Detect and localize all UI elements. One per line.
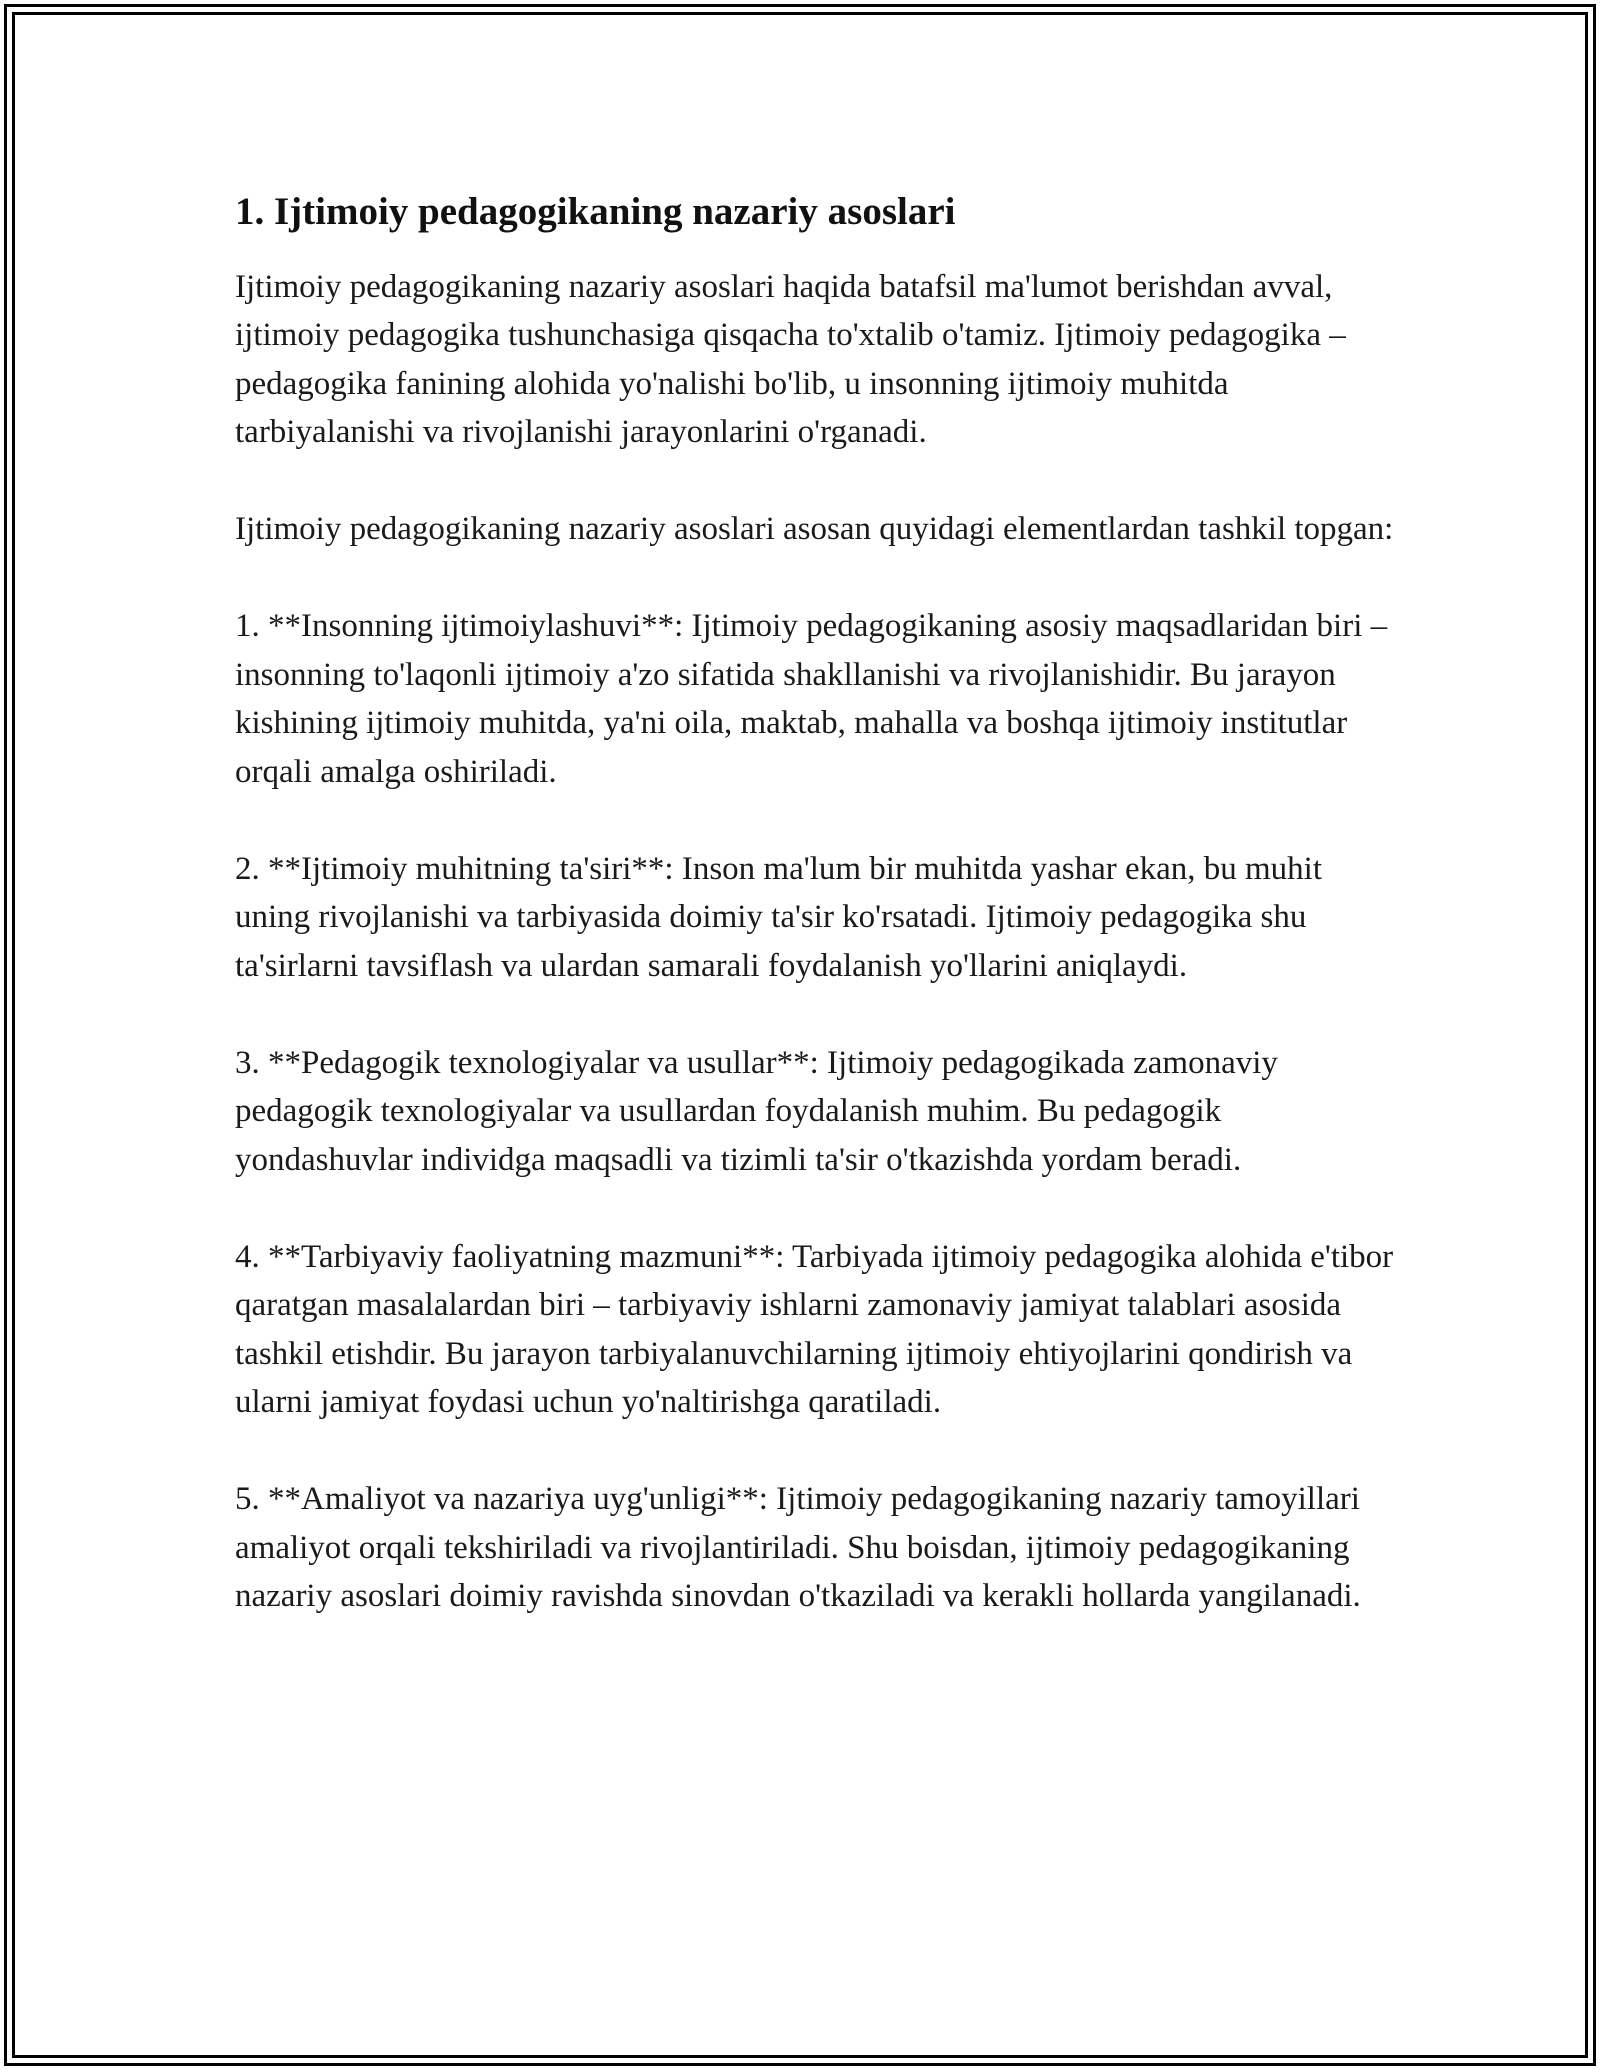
intro-paragraph: Ijtimoiy pedagogikaning nazariy asoslari haqida batafsil ma'lumot berishdan avval, ijtimoiy pedagogika tushunchasiga qisqacha to'xtalib o'tamiz. Ijtimoiy pedagogika – pedagogika fanining alohida yo'nalishi bo'lib, u insonning ijtimoiy muhitda tarbiyalanishi va rivojlanishi jarayonlarini o'rganadi. [235,268,1346,451]
section-heading: 1. Ijtimoiy pedagogikaning nazariy asoslari [235,190,956,233]
list-item-4: 4. **Tarbiyaviy faoliyatning mazmuni**: Tarbiyada ijtimoiy pedagogika alohida e'tibor qaratgan masalalardan biri – tarbiyaviy ishlarni zamonaviy jamiyat talablari asosida tashkil etishdir. Bu jarayon tarbiyalanuvchilarning ijtimoiy ehtiyojlarini qondirish va ularni jamiyat foydasi uchun yo'naltirishga qaratiladi. [235,1238,1394,1421]
list-item-1: 1. **Insonning ijtimoiylashuvi**: Ijtimoiy pedagogikaning asosiy maqsadlaridan biri – insonning to'laqonli ijtimoiy a'zo sifatida shakllanishi va rivojlanishidir. Bu jarayon kishining ijtimoiy muhitda, ya'ni oila, maktab, mahalla va boshqa ijtimoiy institutlar orqali amalga oshiriladi. [235,608,1388,790]
list-item-5: 5. **Amaliyot va nazariya uyg'unligi**: Ijtimoiy pedagogikaning nazariy tamoyillari amaliyot orqali tekshiriladi va rivojlantiriladi. Shu boisdan, ijtimoiy pedagogikaning nazariy asoslari doimiy ravishda sinovdan o'tkaziladi va kerakli hollarda yangilanadi. [235,1481,1361,1615]
list-item-3: 3. **Pedagogik texnologiyalar va usullar**: Ijtimoiy pedagogikada zamonaviy pedagogik texnologiyalar va usullardan foydalanish muhim. Bu pedagogik yondashuvlar individga maqsadli va tizimli ta'sir o'tkazishda yordam beradi. [235,1044,1278,1178]
document-body [235,180,1395,1669]
list-item-2: 2. **Ijtimoiy muhitning ta'siri**: Inson ma'lum bir muhitda yashar ekan, bu muhit uning rivojlanishi va tarbiyasida doimiy ta'sir ko'rsatadi. Ijtimoiy pedagogika shu ta'sirlarni tavsiflash va ulardan samarali foydalanish yo'llarini aniqlaydi. [235,850,1323,984]
elements-intro-paragraph: Ijtimoiy pedagogikaning nazariy asoslari asosan quyidagi elementlardan tashkil topgan: [235,511,1394,548]
